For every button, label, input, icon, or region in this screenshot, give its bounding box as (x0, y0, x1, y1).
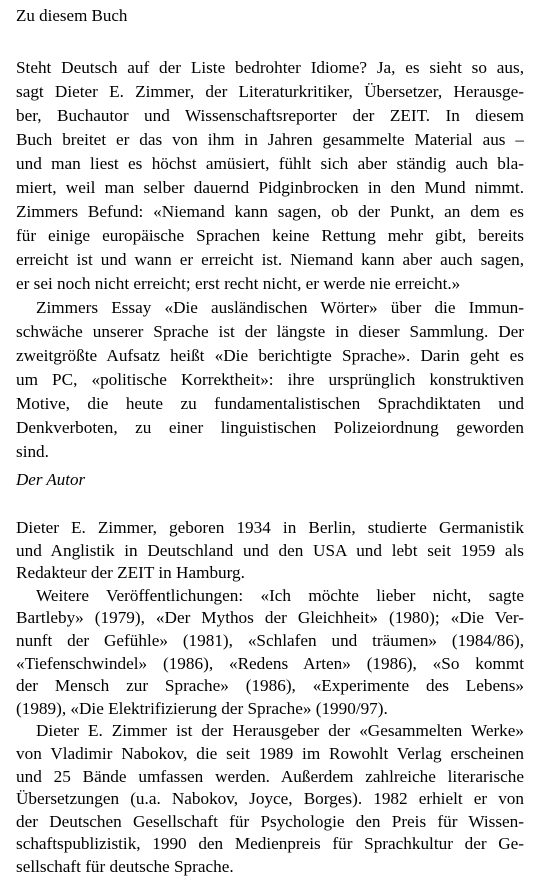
text-line: Denkverboten, zu einer linguistischen Polizeiordnung geworden (16, 418, 524, 437)
text-line: erreicht ist und wann er erreicht ist. Niemand kann aber auch sagen, (16, 250, 524, 269)
text-line: Motive, die heute zu fundamentalistischen Sprachdiktaten und (16, 394, 524, 413)
text-line: Zimmers Befund: «Niemand kann sagen, ob der Punkt, an dem es (16, 202, 524, 221)
text-line: ber, Buchautor und Wissenschaftsreporter der ZEIT. In diesem (16, 106, 524, 125)
text-line: Bartleby» (1979), «Der Mythos der Gleichheit» (1980); «Die Ver- (16, 608, 524, 628)
section-heading-book: Zu diesem Buch (16, 6, 128, 25)
text-line: Übersetzungen (u.a. Nabokov, Joyce, Borges). 1982 erhielt er von (16, 789, 524, 809)
text-line: und Anglistik in Deutschland und den USA und lebt seit 1959 als (16, 540, 524, 560)
text-line: und man liest es höchst amüsiert, fühlt sich aber ständig auch bla- (16, 154, 524, 173)
text-line: um PC, «politische Korrektheit»: ihre ursprünglich konstruktiven (16, 370, 524, 389)
text-line: zweitgrößte Aufsatz heißt «Die berichtigte Sprache». Darin geht es (16, 346, 524, 365)
text-line: und 25 Bände umfassen werden. Außerdem zahlreiche literarische (16, 766, 524, 786)
text-line: der Deutschen Gesellschaft für Psychologie den Preis für Wissen- (16, 811, 524, 831)
text-line: der Mensch zur Sprache» (1986), «Experimente des Lebens» (16, 676, 524, 696)
text-line: sind. (16, 442, 49, 461)
text-line: nunft der Gefühle» (1981), «Schlafen und träumen» (1984/86), (16, 631, 524, 650)
section-heading-author: Der Autor (16, 470, 86, 489)
text-line: Dieter E. Zimmer ist der Herausgeber der «Gesammelten Werke» (36, 721, 524, 741)
text-line: schwäche unserer Sprache ist der längste in dieser Sammlung. Der (16, 322, 524, 341)
text-line: schaftspublizistik, 1990 den Medienpreis für Sprachkultur der Ge- (16, 834, 524, 854)
text-line: Dieter E. Zimmer, geboren 1934 in Berlin, studierte Germanistik (16, 518, 524, 537)
text-line-final: sellschaft für deutsche Sprache. (16, 857, 234, 876)
text-line: «Tiefenschwindel» (1986), «Redens Arten» (1986), «So kommt (16, 653, 524, 673)
text-line: Zimmers Essay «Die ausländischen Wörter» über die Immun- (36, 298, 524, 317)
text-line: Steht Deutsch auf der Liste bedrohter Idiome? Ja, es sieht so aus, (16, 58, 524, 77)
text-line: er sei noch nicht erreicht; erst recht nicht, er werde nie erreicht.» (16, 274, 461, 293)
text-line: (1989), «Die Elektrifizierung der Sprache» (1990/97). (16, 698, 388, 718)
text-line: für einige europäische Sprachen keine Rettung mehr gibt, bereits (16, 226, 524, 245)
text-line: Weitere Veröffentlichungen: «Ich möchte lieber nicht, sagte (36, 585, 524, 605)
text-line: von Vladimir Nabokov, die seit 1989 im Rowohlt Verlag erscheinen (16, 744, 524, 763)
text-line: Redakteur der ZEIT in Hamburg. (16, 563, 245, 583)
text-line: sagt Dieter E. Zimmer, der Literaturkritiker, Übersetzer, Herausge- (16, 82, 524, 101)
text-line: miert, weil man selber dauernd Pidginbrocken in den Mund nimmt. (16, 178, 524, 197)
text-line: Buch breitet er das von ihm in Jahren gesammelte Material aus – (16, 130, 524, 149)
